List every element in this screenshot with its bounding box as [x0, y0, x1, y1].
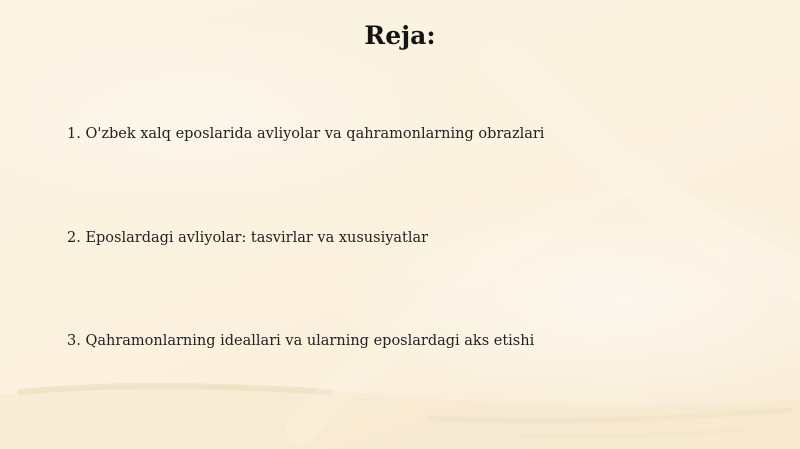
- plan-item-2: 2. Eposlardagi avliyolar: tasvirlar va xususiyatlar: [67, 230, 429, 246]
- slide-title: Reja:: [364, 21, 436, 50]
- plan-item-1: 1. O'zbek xalq eposlarida avliyolar va qahramonlarning obrazlari: [67, 126, 545, 142]
- plan-item-3: 3. Qahramonlarning ideallari va ularning eposlardagi aks etishi: [67, 333, 535, 349]
